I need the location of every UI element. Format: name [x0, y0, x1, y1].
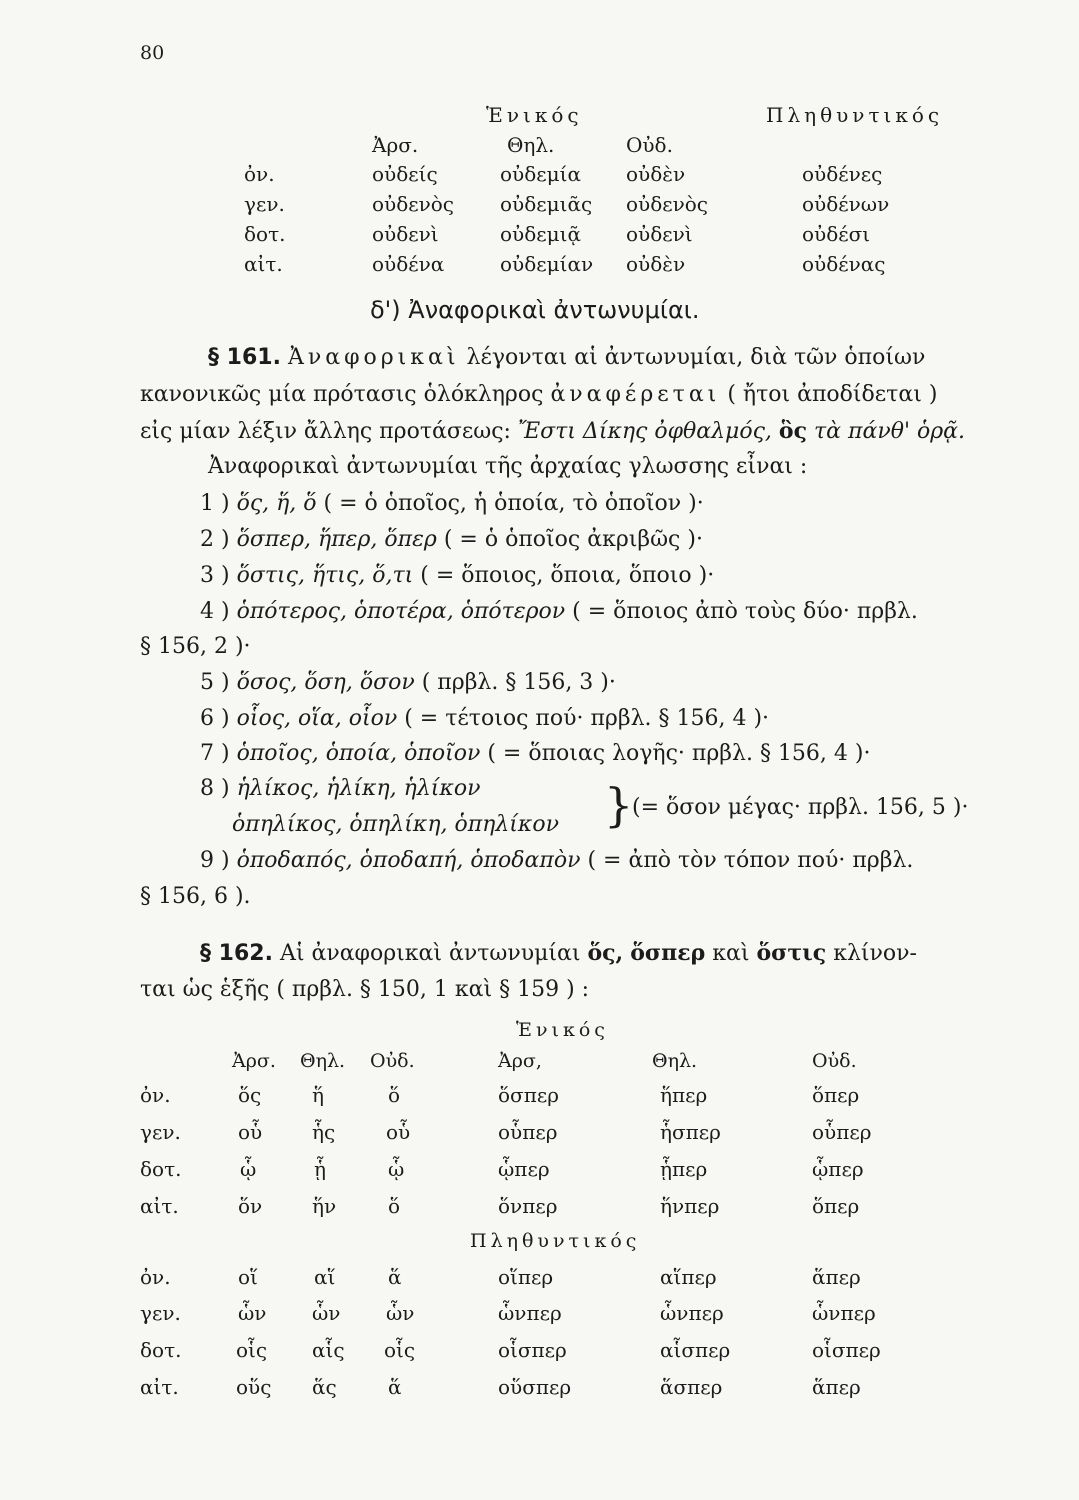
item-forms: ὁποῖος, ὁποία, ὁποῖον [236, 741, 481, 766]
gender-neut: Οὐδ. [626, 133, 673, 157]
item-forms: ἡλίκος, ἡλίκη, ἡλίκον [236, 776, 481, 801]
case-label: ὀν. [140, 1265, 171, 1289]
list-item [200, 670, 616, 695]
example-quote: τὰ πάνθ' ὁρᾷ. [814, 419, 966, 444]
form: ὅπερ [812, 1194, 860, 1218]
form-plural: οὐδένων [802, 192, 890, 216]
form: ὅπερ [812, 1083, 860, 1107]
item-forms: ὁπότερος, ὁποτέρα, ὁπότερον [236, 599, 566, 624]
form-neut: οὐδὲν [626, 252, 686, 276]
page-number: 80 [140, 42, 165, 64]
item-number: 1 ) [200, 491, 230, 516]
list-item [200, 563, 714, 588]
item-forms: ὅς, ἥ, ὅ [236, 491, 317, 516]
form: οὕς [236, 1375, 272, 1399]
bold-term: ὅσπερ [630, 940, 706, 966]
example-quote: Ἔστι Δίκης ὀφθαλμός, [517, 419, 772, 444]
form-neut: οὐδενὸς [626, 192, 709, 216]
form: ἅ [388, 1375, 402, 1399]
paragraph-line [208, 345, 925, 370]
line-text: λέγονται αἱ ἀντωνυμίαι, διὰ τῶν ὁποίων [466, 345, 926, 370]
form: αἵπερ [660, 1265, 717, 1289]
bold-term: ὃς [778, 418, 807, 444]
form: ᾧ [388, 1157, 405, 1181]
list-item [200, 527, 703, 552]
item-forms: οἷος, οἵα, οἷον [236, 706, 398, 731]
form-fem: οὐδεμιᾶς [500, 192, 593, 216]
form: ὅς [238, 1083, 262, 1107]
header-singular: Ἑνικός [516, 1019, 609, 1041]
form: οἷσπερ [812, 1338, 881, 1362]
form-fem: οὐδεμίαν [500, 252, 594, 276]
form: ὅν [238, 1194, 263, 1218]
form: ὅνπερ [498, 1194, 558, 1218]
item-number: 6 ) [200, 706, 230, 731]
item-gloss: ( = τέτοιος πού· πρβλ. § 156, 4 )· [404, 706, 770, 731]
line-text: Αἱ ἀναφορικαὶ ἀντωνυμίαι [279, 941, 581, 966]
gender-fem: Θηλ. [652, 1050, 698, 1072]
form: ἧσπερ [660, 1120, 721, 1144]
form-masc: οὐδένα [372, 252, 445, 276]
paragraph-line: Ἀναφορικαὶ ἀντωνυμίαι τῆς ἀρχαίας γλωσσης εἶναι : [208, 454, 808, 479]
form: ὧν [238, 1301, 267, 1325]
form: οὗπερ [498, 1120, 558, 1144]
form: ἥν [312, 1194, 337, 1218]
paragraph-line [140, 418, 965, 444]
item-gloss: (= ὅσον μέγας· πρβλ. 156, 5 )· [632, 795, 969, 820]
form: ὅ [388, 1083, 401, 1107]
case-label: ὀν. [244, 162, 275, 186]
item-gloss: ( = ὁ ὁποῖος, ἡ ὁποία, τὸ ὁποῖον )· [323, 491, 704, 516]
form-neut: οὐδενὶ [626, 222, 693, 246]
form-plural: οὐδένες [802, 162, 883, 186]
form: ἥπερ [660, 1083, 708, 1107]
case-label: αἰτ. [140, 1375, 179, 1399]
list-item [200, 491, 704, 516]
list-item [200, 706, 769, 731]
header-plural: Πληθυντικός [766, 103, 944, 127]
form: οἷς [236, 1338, 268, 1362]
gender-fem: Θηλ. [507, 133, 555, 157]
form: ᾗπερ [660, 1157, 708, 1181]
item-number: 7 ) [200, 741, 230, 766]
case-label: δοτ. [244, 222, 286, 246]
form: ἥνπερ [660, 1194, 720, 1218]
item-number: 9 ) [200, 848, 230, 873]
case-label: αἰτ. [244, 252, 283, 276]
form: οἷς [384, 1338, 416, 1362]
form-plural: οὐδένας [802, 252, 886, 276]
gender-neut: Οὐδ. [812, 1050, 857, 1072]
section-heading: δ') Ἀναφορικαὶ ἀντωνυμίαι. [370, 296, 700, 324]
gender-masc: Ἀρσ. [232, 1050, 276, 1072]
item-gloss: ( πρβλ. § 156, 3 )· [421, 670, 616, 695]
form: οὕσπερ [498, 1375, 572, 1399]
item-gloss: ( = ἀπὸ τὸν τόπον πού· πρβλ. [587, 848, 914, 873]
form-neut: οὐδὲν [626, 162, 686, 186]
item-gloss: ( = ὁ ὁποῖος ἀκριβῶς )· [443, 527, 703, 552]
form: ὧνπερ [498, 1301, 562, 1325]
form: ὧνπερ [660, 1301, 724, 1325]
form-masc: οὐδενὶ [372, 222, 439, 246]
grouping-brace: } [604, 778, 634, 832]
form: οἵπερ [498, 1265, 554, 1289]
item-gloss: ( = ὅποιας λογῆς· πρβλ. § 156, 4 )· [487, 741, 871, 766]
header-singular: Ἑνικός [486, 103, 583, 127]
case-label: δοτ. [140, 1338, 182, 1362]
paragraph-line [200, 940, 917, 966]
gender-masc: Ἀρσ, [498, 1050, 542, 1072]
case-label: ὀν. [140, 1083, 171, 1107]
section-mark: § 162. [200, 941, 273, 966]
case-label: γεν. [244, 192, 285, 216]
form: οἷσπερ [498, 1338, 567, 1362]
item-forms: ὁπηλίκος, ὁπηλίκη, ὁπηλίκον [232, 812, 559, 837]
item-forms: ὅστις, ἥτις, ὅ,τι [236, 563, 414, 588]
list-item [200, 741, 870, 766]
item-forms: ὅσπερ, ἥπερ, ὅπερ [236, 527, 437, 552]
form: οὗ [238, 1120, 263, 1144]
form: οὗ [386, 1120, 411, 1144]
list-item-forms-line2 [232, 812, 559, 837]
bold-term: ὅστις [756, 940, 827, 966]
form: ὧν [386, 1301, 415, 1325]
form: ἧς [312, 1120, 336, 1144]
paragraph-line: ται ὡς ἑξῆς ( πρβλ. § 150, 1 καὶ § 159 ) : [140, 977, 590, 1002]
form: ᾧπερ [498, 1157, 550, 1181]
form: αἷσπερ [660, 1338, 731, 1362]
item-number: 2 ) [200, 527, 230, 552]
line-text: εἰς μίαν λέξιν ἄλλης προτάσεως: [140, 419, 511, 444]
form-masc: οὐδείς [372, 162, 438, 186]
line-text: καὶ [712, 941, 750, 966]
form: ὧνπερ [812, 1301, 876, 1325]
form: ᾧπερ [812, 1157, 864, 1181]
item-number: 8 ) [200, 776, 230, 801]
gender-neut: Οὐδ. [370, 1050, 415, 1072]
case-label: αἰτ. [140, 1194, 179, 1218]
list-item-continuation: § 156, 2 )· [140, 634, 251, 659]
form: ἅς [312, 1375, 337, 1399]
case-label: γεν. [140, 1301, 181, 1325]
item-gloss: ( = ὅποιος ἀπὸ τοὺς δύο· πρβλ. [572, 599, 918, 624]
item-forms: ὁποδαπός, ὁποδαπή, ὁποδαπὸν [236, 848, 581, 873]
form: ἅ [388, 1265, 402, 1289]
form: ἅσπερ [660, 1375, 723, 1399]
line-text: ( ἤτοι ἀποδίδεται ) [727, 382, 938, 407]
item-forms: ὅσος, ὅση, ὅσον [236, 670, 415, 695]
gender-fem: Θηλ. [300, 1050, 346, 1072]
spaced-term: ἀναφέρεται [550, 382, 721, 407]
spaced-term: Ἀναφορικαὶ [287, 345, 460, 370]
form-fem: οὐδεμία [500, 162, 581, 186]
form: ᾗ [314, 1157, 326, 1181]
list-item [200, 848, 913, 873]
list-item [200, 599, 918, 624]
form: αἷς [312, 1338, 345, 1362]
form-fem: οὐδεμιᾷ [500, 222, 581, 246]
case-label: δοτ. [140, 1157, 182, 1181]
form: ὅ [388, 1194, 401, 1218]
form: ὅσπερ [498, 1083, 559, 1107]
list-item [200, 776, 480, 801]
form: αἵ [314, 1265, 336, 1289]
list-item-continuation: § 156, 6 ). [140, 884, 251, 909]
bold-term: ὅς, [587, 940, 624, 966]
item-gloss: ( = ὅποιος, ὅποια, ὅποιο )· [420, 563, 715, 588]
form: οὗπερ [812, 1120, 872, 1144]
case-label: γεν. [140, 1120, 181, 1144]
form-masc: οὐδενὸς [372, 192, 455, 216]
form: ἅπερ [812, 1375, 861, 1399]
item-number: 3 ) [200, 563, 230, 588]
header-plural: Πληθυντικός [470, 1230, 641, 1252]
form: οἵ [238, 1265, 258, 1289]
form: ἥ [312, 1083, 324, 1107]
gender-masc: Ἀρσ. [372, 133, 419, 157]
paragraph-line [140, 382, 937, 407]
line-text: κανονικῶς μία πρότασις ὁλόκληρος [140, 382, 544, 407]
section-mark: § 161. [208, 345, 281, 370]
line-text: κλίνον- [833, 941, 917, 966]
item-number: 5 ) [200, 670, 230, 695]
item-number: 4 ) [200, 599, 230, 624]
form: ὧν [312, 1301, 341, 1325]
form: ἅπερ [812, 1265, 861, 1289]
form: ᾧ [240, 1157, 257, 1181]
form-plural: οὐδέσι [802, 222, 871, 246]
